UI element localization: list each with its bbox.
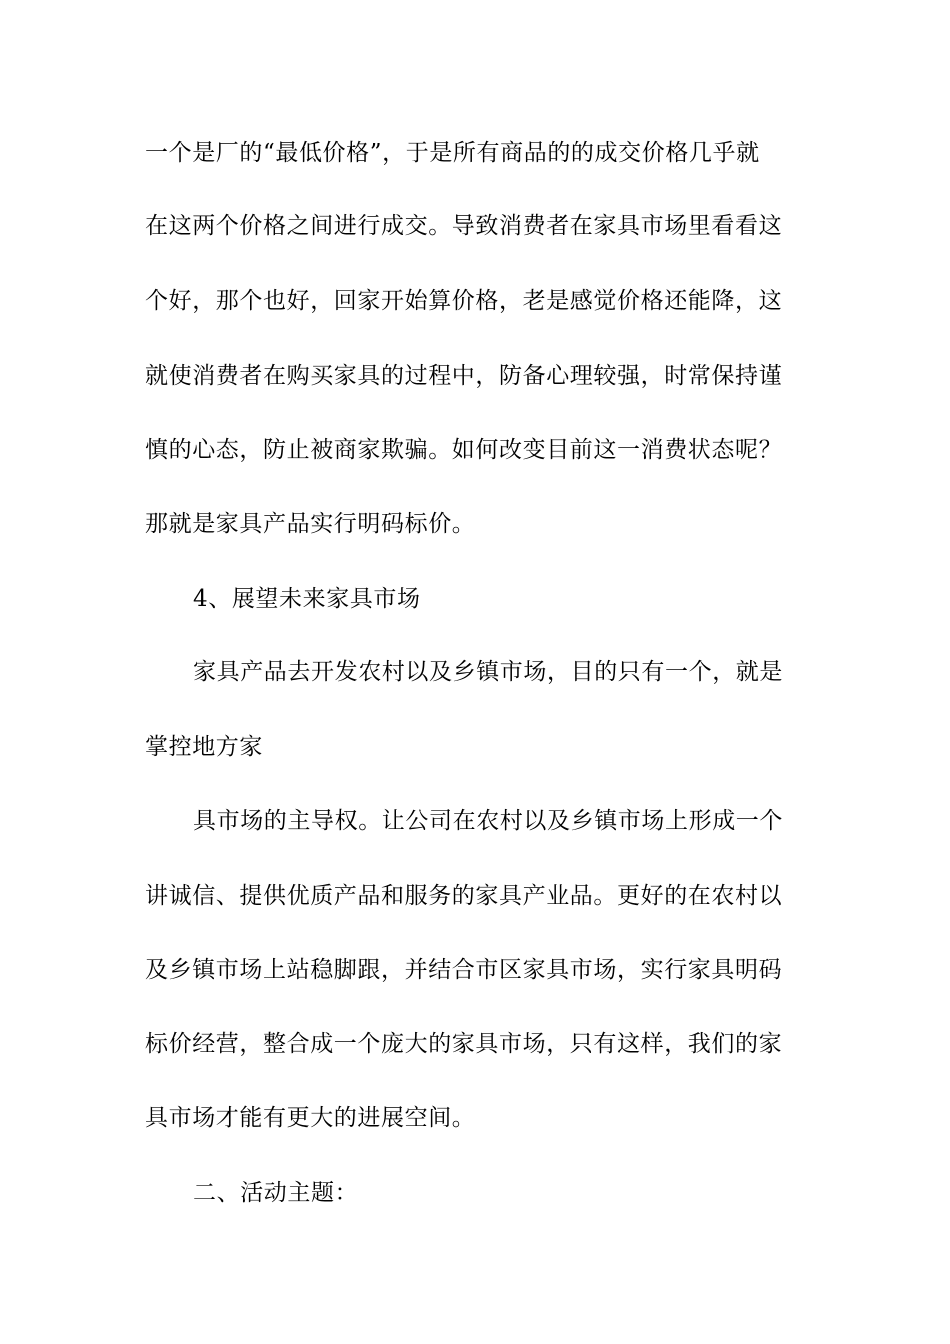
text-line-4: 就使消费者在购买家具的过程中，防备心理较强，时常保持谨 (145, 363, 783, 389)
text-line-14: 具市场才能有更大的进展空间。 (145, 1105, 476, 1131)
text-line-3: 个好，那个也好，回家开始算价格，老是感觉价格还能降，这 (145, 288, 783, 314)
text-line-1: 一个是厂的“最低价格”，于是所有商品的的成交价格几乎就 (145, 140, 760, 166)
text-line-11: 讲诚信、提供优质产品和服务的家具产业品。更好的在农村以 (145, 883, 783, 909)
text-line-9: 掌控地方家 (145, 734, 263, 760)
text-line-5: 慎的心态，防止被商家欺骗。如何改变目前这一消费状态呢？ (145, 437, 783, 463)
text-line-2: 在这两个价格之间进行成交。导致消费者在家具市场里看看这 (145, 213, 783, 239)
text-line-6: 那就是家具产品实行明码标价。 (145, 511, 476, 537)
section-heading-4: 4、展望未来家具市场 (193, 586, 421, 612)
text-line-12: 及乡镇市场上站稳脚跟，并结合市区家具市场，实行家具明码 (145, 957, 783, 983)
text-line-8: 家具产品去开发农村以及乡镇市场，目的只有一个，就是 (193, 659, 783, 685)
text-line-13: 标价经营，整合成一个庞大的家具市场，只有这样，我们的家 (145, 1031, 783, 1057)
text-line-10: 具市场的主导权。让公司在农村以及乡镇市场上形成一个 (193, 808, 783, 834)
section-heading-activity-theme: 二、活动主题： (193, 1180, 359, 1206)
